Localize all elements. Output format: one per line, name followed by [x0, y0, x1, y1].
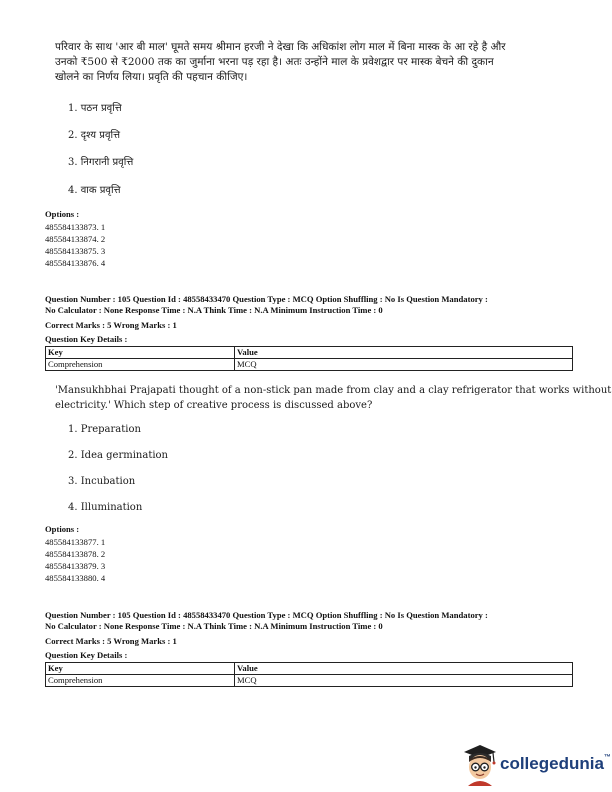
marks-line: Correct Marks : 5 Wrong Marks : 1 [45, 636, 177, 646]
question-2-option: 3. Incubation [68, 476, 136, 487]
options-label: Options : [45, 524, 80, 534]
table-header-value: Value [235, 663, 573, 675]
table-row [46, 675, 573, 687]
key-details-heading: Question Key Details : [45, 650, 128, 660]
logo-trademark: ™ [603, 754, 611, 761]
marks-line: Correct Marks : 5 Wrong Marks : 1 [45, 320, 177, 330]
meta-line: Question Number : 105 Question Id : 48558433470 Question Type : MCQ Option Shuffling : No Is Question Mandatory : [45, 294, 488, 304]
question-2-line: electricity.' Which step of creative process is discussed above? [55, 400, 373, 411]
question-1-option: 2. दृश्य प्रवृत्ति [68, 130, 121, 141]
meta-line: No Calculator : None Response Time : N.A Think Time : N.A Minimum Instruction Time : 0 [45, 305, 383, 315]
question-1-line: खोलने का निर्णय लिया। प्रवृति की पहचान कीजिए। [55, 71, 248, 83]
collegedunia-logo [460, 742, 610, 786]
question-1-line: परिवार के साथ 'आर बी माल' घूमते समय श्रीमान हरजी ने देखा कि अधिकांश लोग माल में बिना मास्क के आ रहे है और [55, 41, 506, 53]
table-cell-key: Comprehension [46, 359, 235, 371]
table-header-key: Key [46, 663, 235, 675]
table-header-row [46, 347, 573, 359]
option-id-list [45, 536, 105, 584]
question-1-option: 4. वाक प्रवृत्ति [68, 185, 121, 196]
question-meta-2 [45, 610, 585, 632]
table-cell-value: MCQ [235, 675, 573, 687]
key-value-table [45, 346, 573, 371]
option-id: 485584133877. 1 [45, 537, 106, 547]
option-id: 485584133876. 4 [45, 258, 106, 268]
meta-line: Question Number : 105 Question Id : 48558433470 Question Type : MCQ Option Shuffling : No Is Question Mandatory : [45, 610, 488, 620]
option-id: 485584133875. 3 [45, 246, 106, 256]
option-id: 485584133879. 3 [45, 561, 106, 571]
table-header-key: Key [46, 347, 235, 359]
table-cell-key: Comprehension [46, 675, 235, 687]
question-meta-1 [45, 294, 585, 316]
question-1-text [55, 40, 575, 85]
option-id: 485584133874. 2 [45, 234, 106, 244]
question-1-option: 1. पठन प्रवृत्ति [68, 103, 122, 114]
table-cell-value: MCQ [235, 359, 573, 371]
question-2-option: 2. Idea germination [68, 450, 168, 461]
table-header-value: Value [235, 347, 573, 359]
question-2-option: 4. Illumination [68, 502, 143, 513]
table-header-row [46, 663, 573, 675]
options-label: Options : [45, 209, 80, 219]
question-1-line: उनको ₹500 से ₹2000 तक का जुर्माना भरना पड़ रहा है। अतः उन्होंने माल के प्रवेशद्वार पर मास्क बेचने की दुकान [55, 56, 494, 68]
question-1-option: 3. निगरानी प्रवृत्ति [68, 157, 134, 168]
meta-line: No Calculator : None Response Time : N.A Think Time : N.A Minimum Instruction Time : 0 [45, 621, 383, 631]
student-mascot-icon [460, 742, 500, 786]
key-value-table [45, 662, 573, 687]
logo-wordmark [500, 754, 611, 774]
option-id: 485584133880. 4 [45, 573, 106, 583]
option-id-list [45, 221, 105, 269]
table-row [46, 359, 573, 371]
option-id: 485584133873. 1 [45, 222, 106, 232]
question-2-line: 'Mansukhbhai Prajapati thought of a non-stick pan made from clay and a clay refrigerator that works without [55, 385, 612, 396]
logo-text: collegedunia [500, 754, 604, 773]
option-id: 485584133878. 2 [45, 549, 106, 559]
key-details-heading: Question Key Details : [45, 334, 128, 344]
question-2-option: 1. Preparation [68, 424, 141, 435]
question-2-text [55, 383, 612, 413]
